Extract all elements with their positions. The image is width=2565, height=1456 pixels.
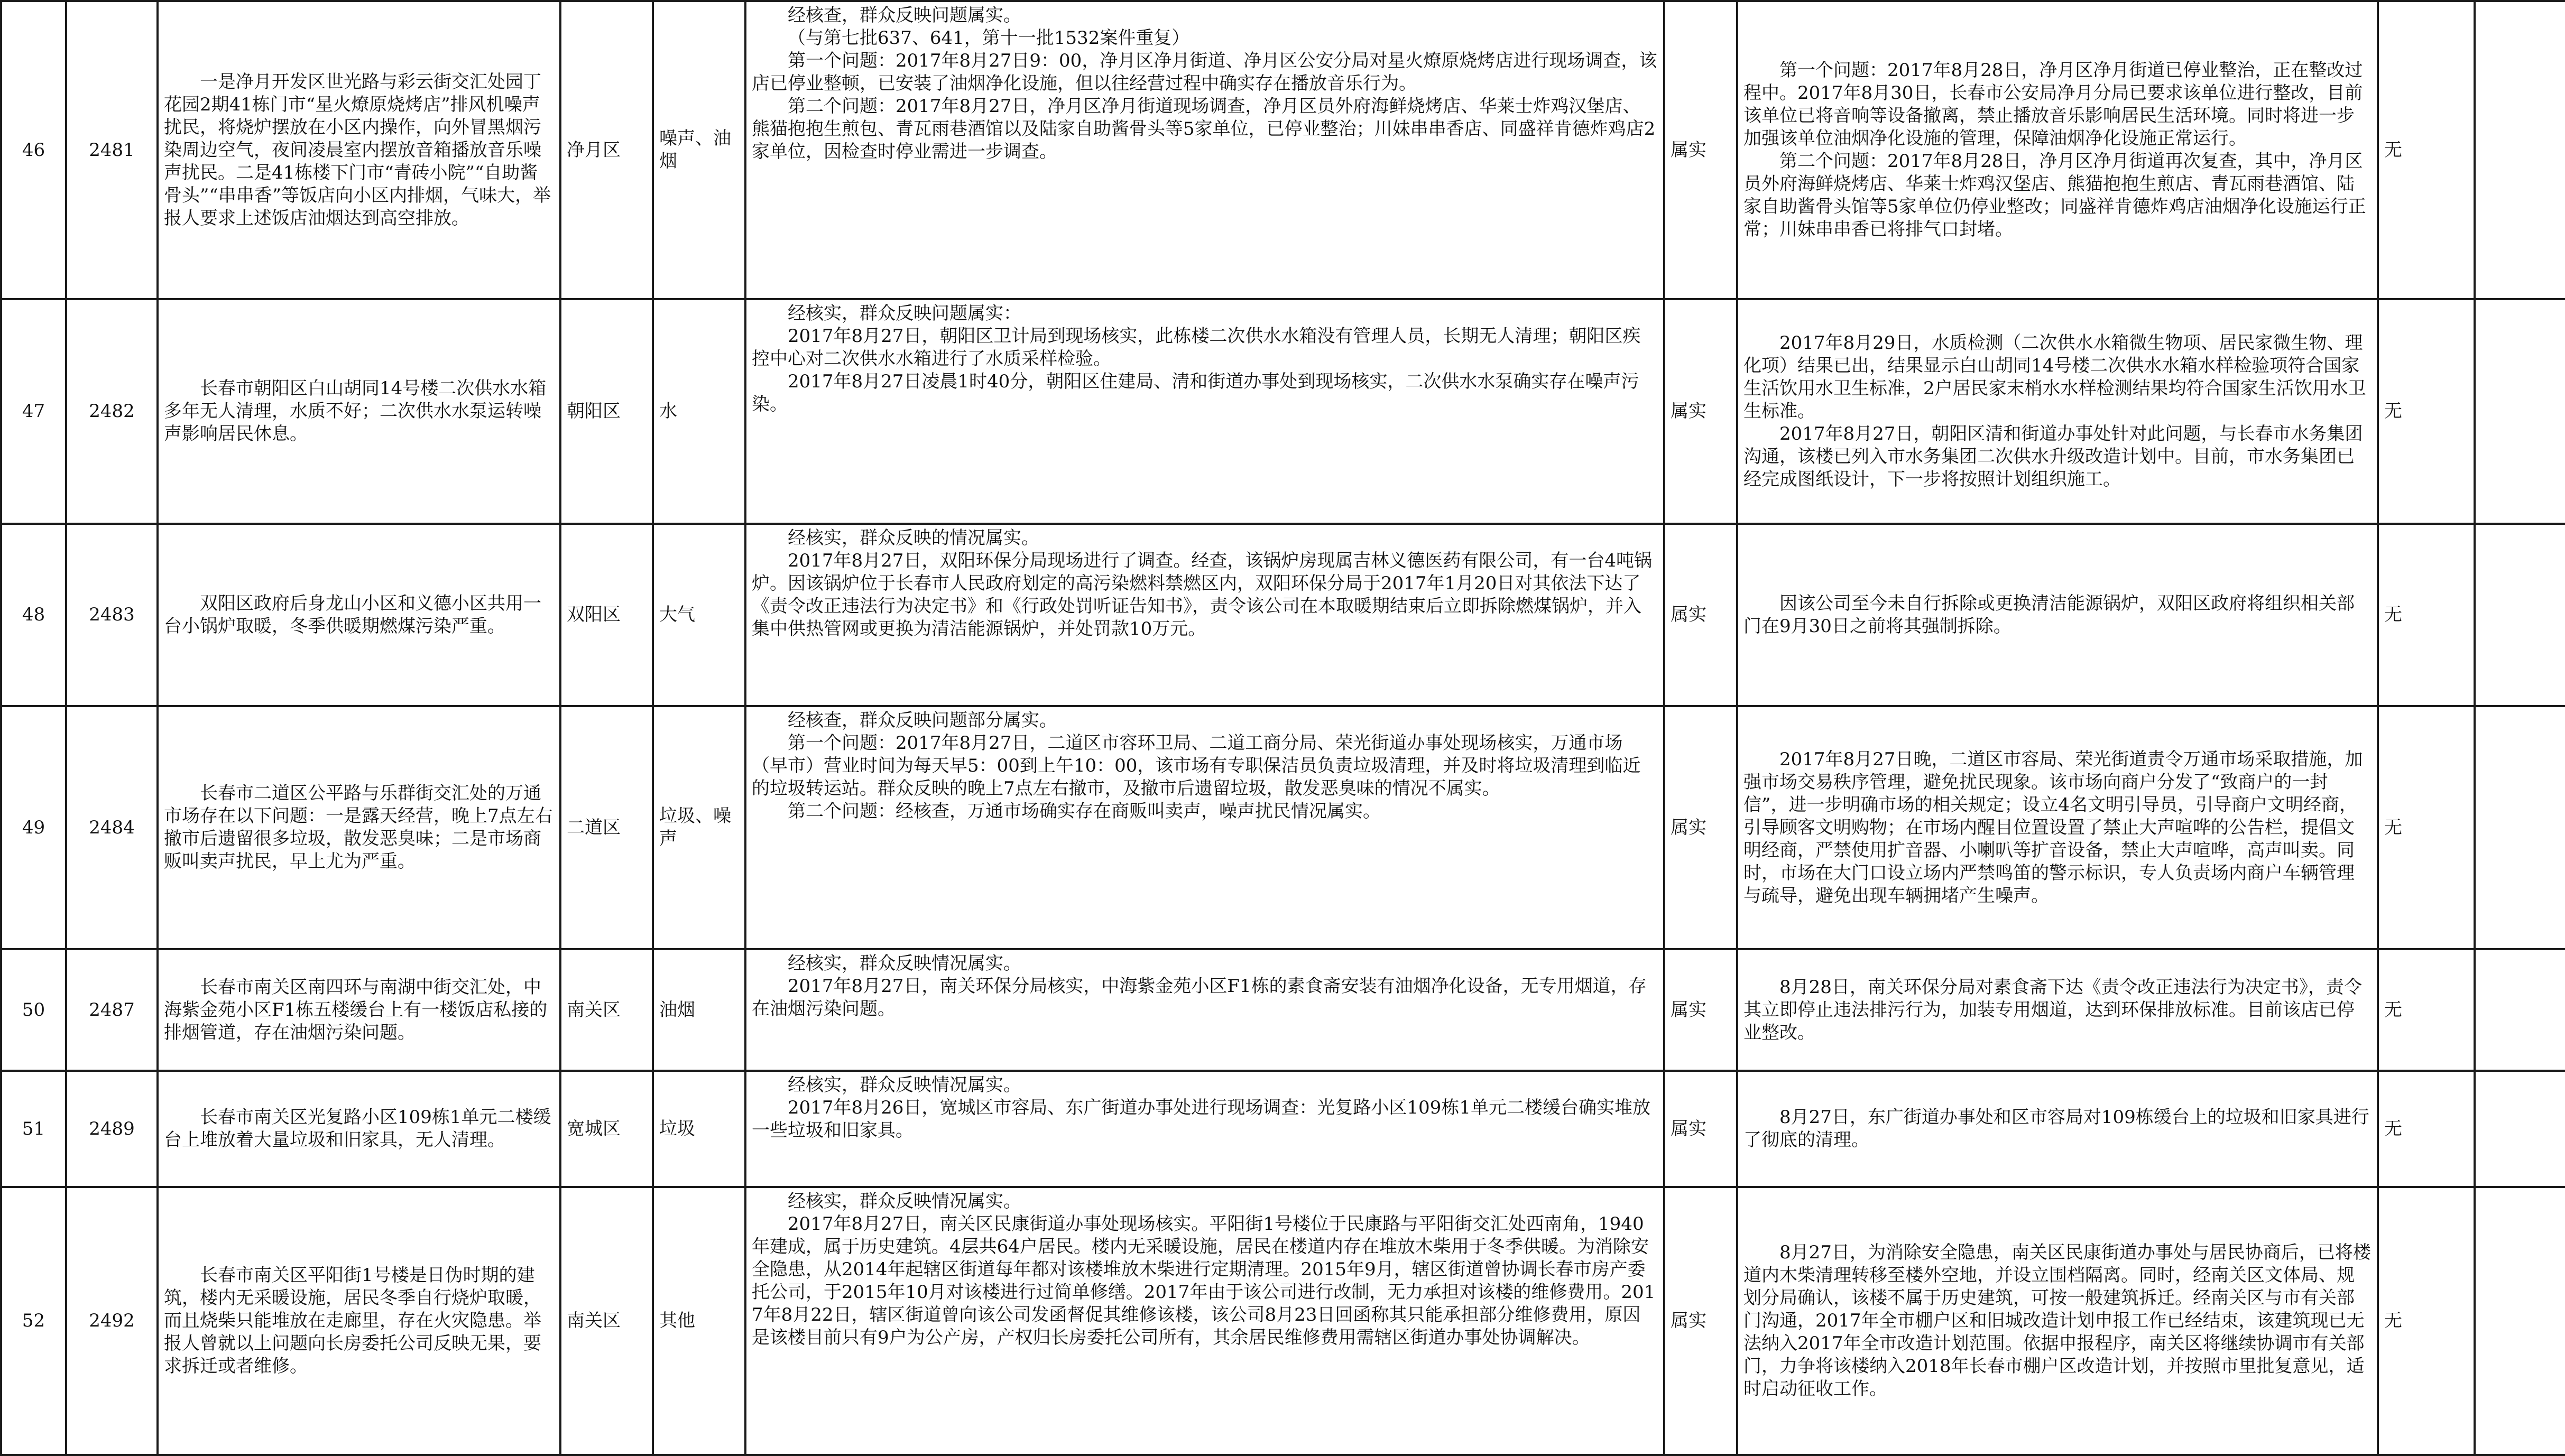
pollution-type: 噪声、油烟 bbox=[653, 1, 745, 299]
accountability: 无 bbox=[2378, 299, 2475, 524]
pollution-type: 大气 bbox=[653, 524, 745, 706]
notes bbox=[2475, 949, 2565, 1071]
notes bbox=[2475, 1187, 2565, 1455]
verification-text-paragraph: 经核实，群众反映情况属实。 bbox=[788, 1074, 1021, 1096]
table-row bbox=[1, 949, 2565, 1071]
complaint-text: 长春市南关区光复路小区109栋1单元二楼缓台上堆放着大量垃圾和旧家具，无人清理。 bbox=[158, 1071, 560, 1187]
accountability: 无 bbox=[2378, 1187, 2475, 1455]
rectification-text-paragraph: 第一个问题：2017年8月28日，净月区净月街道已停业整治，正在整改过程中。2017年8月30日，长春市公安局净月分局已要求该单位进行整改，目前该单位已将音响等设备撤离，禁止播放音乐影响居民生活环境。同时将进一步加强该单位油烟净化设施的管理，保障油烟净化设施正常运行。 bbox=[1743, 60, 2363, 149]
verification-text-paragraph: 经核实，群众反映问题属实： bbox=[788, 303, 1021, 324]
rectification-text-paragraph: 第二个问题：2017年8月28日，净月区净月街道再次复查，其中，净月区员外府海鲜烧烤店、华莱士炸鸡汉堡店、熊猫抱抱生煎店、青瓦雨巷酒馆、陆家自助酱骨头馆等5家单位仍停业整改；同盛祥肯德炸鸡店油烟净化设施运行正常；川妹串串香已将排气口封堵。 bbox=[1743, 151, 2366, 240]
verification-text bbox=[745, 1, 1664, 299]
rectification-text-paragraph: 因该公司至今未自行拆除或更换清洁能源锅炉，双阳区政府将组织相关部门在9月30日之前将其强制拆除。 bbox=[1743, 592, 2355, 637]
rectification-text-paragraph: 8月27日，为消除安全隐患，南关区民康街道办事处与居民协商后，已将楼道内木柴清理转移至楼外空地，并设立围档隔离。同时，经南关区文体局、规划分局确认，该楼不属于历史建筑，可按一般建筑拆迁。经南关区与市有关部门沟通，2017年全市棚户区和旧城改造计划申报工作已经结束，该建筑现已无法纳入2017年全市改造计划范围。依据申报程序，南关区将继续协调市有关部门，力争将该楼纳入2018年长春市棚户区改造计划，并按照市里批复意见，适时启动征收工作。 bbox=[1743, 1242, 2371, 1399]
rectification-text bbox=[1737, 949, 2378, 1071]
row-number: 46 bbox=[1, 1, 66, 299]
district: 南关区 bbox=[560, 949, 653, 1071]
verification-text-paragraph: 2017年8月27日凌晨1时40分，朝阳区住建局、清和街道办事处到现场核实，二次供水水泵确实存在噪声污染。 bbox=[752, 371, 1639, 415]
complaint-text: 长春市朝阳区白山胡同14号楼二次供水水箱多年无人清理，水质不好；二次供水水泵运转噪声影响居民休息。 bbox=[158, 299, 560, 524]
district: 双阳区 bbox=[560, 524, 653, 706]
rectification-text bbox=[1737, 1071, 2378, 1187]
verification-text bbox=[745, 1071, 1664, 1187]
rectification-text-paragraph: 8月28日，南关环保分局对素食斋下达《责令改正违法行为决定书》，责令其立即停止违法排污行为，加装专用烟道，达到环保排放标准。目前该店已停业整改。 bbox=[1743, 976, 2362, 1043]
pollution-type: 垃圾 bbox=[653, 1071, 745, 1187]
verification-text bbox=[745, 524, 1664, 706]
complaint-text: 双阳区政府后身龙山小区和义德小区共用一台小锅炉取暖，冬季供暖期燃煤污染严重。 bbox=[158, 524, 560, 706]
verification-text-paragraph: 第二个问题：2017年8月27日，净月区净月街道现场调查，净月区员外府海鲜烧烤店、华莱士炸鸡汉堡店、熊猫抱抱生煎包、青瓦雨巷酒馆以及陆家自助酱骨头等5家单位，已停业整治；川妹串串香店、同盛祥肯德炸鸡店2家单位，因检查时停业需进一步调查。 bbox=[752, 96, 1656, 162]
row-number: 50 bbox=[1, 949, 66, 1071]
verification-text-paragraph: 第一个问题：2017年8月27日，二道区市容环卫局、二道工商分局、荣光街道办事处现场核实，万通市场（早市）营业时间为每天早5：00到上午10：00，该市场有专职保洁员负责垃圾清理，并及时将垃圾清理到临近的垃圾转运站。群众反映的晚上7点左右撤市，及撤市后遗留垃圾，散发恶臭味的情况不属实。 bbox=[752, 732, 1641, 799]
rectification-text bbox=[1737, 299, 2378, 524]
verification-text-paragraph: 第一个问题：2017年8月27日9：00，净月区净月街道、净月区公安分局对星火燎原烧烤店进行现场调查，该店已停业整顿，已安装了油烟净化设施，但以往经营过程中确实存在播放音乐行为。 bbox=[752, 50, 1657, 94]
rectification-text bbox=[1737, 1187, 2378, 1455]
complaint-text: 长春市南关区平阳街1号楼是日伪时期的建筑，楼内无采暖设施，居民冬季自行烧炉取暖，而且烧柴只能堆放在走廊里，存在火灾隐患。举报人曾就以上问题向长房委托公司反映无果，要求拆迁或者维修。 bbox=[158, 1187, 560, 1455]
verification-text bbox=[745, 299, 1664, 524]
case-id: 2489 bbox=[66, 1071, 158, 1187]
district: 宽城区 bbox=[560, 1071, 653, 1187]
verification-text-paragraph: 2017年8月27日，朝阳区卫计局到现场核实，此栋楼二次供水水箱没有管理人员，长期无人清理；朝阳区疾控中心对二次供水水箱进行了水质采样检验。 bbox=[752, 326, 1641, 369]
complaint-text: 长春市二道区公平路与乐群街交汇处的万通市场存在以下问题：一是露天经营，晚上7点左右撤市后遗留很多垃圾，散发恶臭味；二是市场商贩叫卖声扰民，早上尤为严重。 bbox=[158, 706, 560, 949]
rectification-text-paragraph: 8月27日，东广街道办事处和区市容局对109栋缓台上的垃圾和旧家具进行了彻底的清理。 bbox=[1743, 1107, 2369, 1151]
table-row bbox=[1, 1187, 2565, 1455]
verification-text bbox=[745, 706, 1664, 949]
true-status: 属实 bbox=[1664, 1, 1737, 299]
district: 净月区 bbox=[560, 1, 653, 299]
row-number: 47 bbox=[1, 299, 66, 524]
accountability: 无 bbox=[2378, 1, 2475, 299]
row-number: 48 bbox=[1, 524, 66, 706]
true-status: 属实 bbox=[1664, 524, 1737, 706]
true-status: 属实 bbox=[1664, 299, 1737, 524]
rectification-text bbox=[1737, 1, 2378, 299]
accountability: 无 bbox=[2378, 949, 2475, 1071]
pollution-type: 其他 bbox=[653, 1187, 745, 1455]
case-id: 2484 bbox=[66, 706, 158, 949]
true-status: 属实 bbox=[1664, 1071, 1737, 1187]
verification-text-paragraph: 2017年8月26日，宽城区市容局、东广街道办事处进行现场调查：光复路小区109栋1单元二楼缓台确实堆放一些垃圾和旧家具。 bbox=[752, 1097, 1650, 1141]
table-row bbox=[1, 299, 2565, 524]
pollution-type: 水 bbox=[653, 299, 745, 524]
verification-text bbox=[745, 949, 1664, 1071]
table-row bbox=[1, 1, 2565, 299]
district: 二道区 bbox=[560, 706, 653, 949]
true-status: 属实 bbox=[1664, 949, 1737, 1071]
accountability: 无 bbox=[2378, 706, 2475, 949]
rectification-text bbox=[1737, 524, 2378, 706]
verification-text bbox=[745, 1187, 1664, 1455]
table-row bbox=[1, 524, 2565, 706]
verification-text-paragraph: 经核实，群众反映情况属实。 bbox=[788, 953, 1021, 974]
table-row bbox=[1, 1071, 2565, 1187]
district: 朝阳区 bbox=[560, 299, 653, 524]
case-id: 2483 bbox=[66, 524, 158, 706]
case-id: 2492 bbox=[66, 1187, 158, 1455]
rectification-text-paragraph: 2017年8月29日，水质检测（二次供水水箱微生物项、居民家微生物、理化项）结果已出，结果显示白山胡同14号楼二次供水水箱水样检验项符合国家生活饮用水卫生标准，2户居民家末梢水水样检测结果均符合国家生活饮用水卫生标准。 bbox=[1743, 332, 2366, 422]
table-row bbox=[1, 706, 2565, 949]
pollution-type: 垃圾、噪声 bbox=[653, 706, 745, 949]
case-id: 2482 bbox=[66, 299, 158, 524]
notes bbox=[2475, 524, 2565, 706]
row-number: 49 bbox=[1, 706, 66, 949]
verification-text-paragraph: 经核实，群众反映情况属实。 bbox=[788, 1191, 1021, 1212]
verification-text-paragraph: 第二个问题：经核查，万通市场确实存在商贩叫卖声，噪声扰民情况属实。 bbox=[788, 801, 1381, 822]
verification-text-paragraph: 经核查，群众反映问题部分属实。 bbox=[788, 710, 1057, 731]
verification-text-paragraph: （与第七批637、641，第十一批1532案件重复） bbox=[788, 27, 1190, 49]
district: 南关区 bbox=[560, 1187, 653, 1455]
complaint-text: 长春市南关区南四环与南湖中街交汇处，中海紫金苑小区F1栋五楼缓台上有一楼饭店私接的排烟管道，存在油烟污染问题。 bbox=[158, 949, 560, 1071]
row-number: 51 bbox=[1, 1071, 66, 1187]
notes bbox=[2475, 706, 2565, 949]
accountability: 无 bbox=[2378, 524, 2475, 706]
case-id: 2481 bbox=[66, 1, 158, 299]
rectification-text-paragraph: 2017年8月27日晚，二道区市容局、荣光街道责令万通市场采取措施，加强市场交易秩序管理，避免扰民现象。该市场向商户分发了“致商户的一封信”，进一步明确市场的相关规定；设立4名文明引导员，引导商户文明经商，引导顾客文明购物；在市场内醒目位置设置了禁止大声喧哗的公告栏，提倡文明经商，严禁使用扩音器、小喇叭等扩音设备，禁止大声喧哗，高声叫卖。同时，市场在大门口设立场内严禁鸣笛的警示标识，专人负责场内商户车辆管理与疏导，避免出现车辆拥堵产生噪声。 bbox=[1743, 748, 2363, 906]
notes bbox=[2475, 299, 2565, 524]
pollution-type: 油烟 bbox=[653, 949, 745, 1071]
accountability: 无 bbox=[2378, 1071, 2475, 1187]
notes bbox=[2475, 1071, 2565, 1187]
true-status: 属实 bbox=[1664, 706, 1737, 949]
verification-text-paragraph: 2017年8月27日，南关区民康街道办事处现场核实。平阳街1号楼位于民康路与平阳街交汇处西南角，1940年建成，属于历史建筑。4层共64户居民。楼内无采暖设施，居民在楼道内存在堆放木柴用于冬季供暖。为消除安全隐患，从2014年起辖区街道每年都对该楼堆放木柴进行定期清理。2015年9月，辖区街道曾协调长春市房产委托公司，于2015年10月对该楼进行过简单修缮。2017年由于该公司进行改制，无力承担对该楼的维修费用。2017年8月22日，辖区街道曾向该公司发函督促其维修该楼，该公司8月23日回函称其只能承担部分维修费用，原因是该楼目前只有9户为公产房，产权归长房委托公司所有，其余居民维修费用需辖区街道办事处协调解决。 bbox=[752, 1213, 1656, 1348]
verification-text-paragraph: 2017年8月27日，南关环保分局核实，中海紫金苑小区F1栋的素食斋安装有油烟净化设备，无专用烟道，存在油烟污染问题。 bbox=[752, 976, 1647, 1019]
complaint-text: 一是净月开发区世光路与彩云街交汇处园丁花园2期41栋门市“星火燎原烧烤店”排风机噪声扰民，将烧炉摆放在小区内操作，向外冒黑烟污染周边空气，夜间凌晨室内摆放音箱播放音乐噪声扰民。二是41栋楼下门市“青砖小院”“自助酱骨头”“串串香”等饭店向小区内排烟，气味大，举报人要求上述饭店油烟达到高空排放。 bbox=[158, 1, 560, 299]
notes bbox=[2475, 1, 2565, 299]
rectification-text-paragraph: 2017年8月27日，朝阳区清和街道办事处针对此问题，与长春市水务集团沟通，该楼已列入市水务集团二次供水升级改造计划中。目前，市水务集团已经完成图纸设计，下一步将按照计划组织施工。 bbox=[1743, 423, 2363, 490]
verification-text-paragraph: 2017年8月27日，双阳环保分局现场进行了调查。经查，该锅炉房现属吉林义德医药有限公司，有一台4吨锅炉。因该锅炉位于长春市人民政府划定的高污染燃料禁燃区内，双阳环保分局于2017年1月20日对其依法下达了《责令改正违法行为决定书》和《行政处罚听证告知书》，责令该公司在本取暖期结束后立即拆除燃煤锅炉，并入集中供热管网或更换为清洁能源锅炉，并处罚款10万元。 bbox=[752, 550, 1653, 639]
verification-text-paragraph: 经核查，群众反映问题属实。 bbox=[788, 5, 1021, 26]
case-id: 2487 bbox=[66, 949, 158, 1071]
verification-text-paragraph: 经核实，群众反映的情况属实。 bbox=[788, 527, 1039, 549]
true-status: 属实 bbox=[1664, 1187, 1737, 1455]
row-number: 52 bbox=[1, 1187, 66, 1455]
rectification-text bbox=[1737, 706, 2378, 949]
